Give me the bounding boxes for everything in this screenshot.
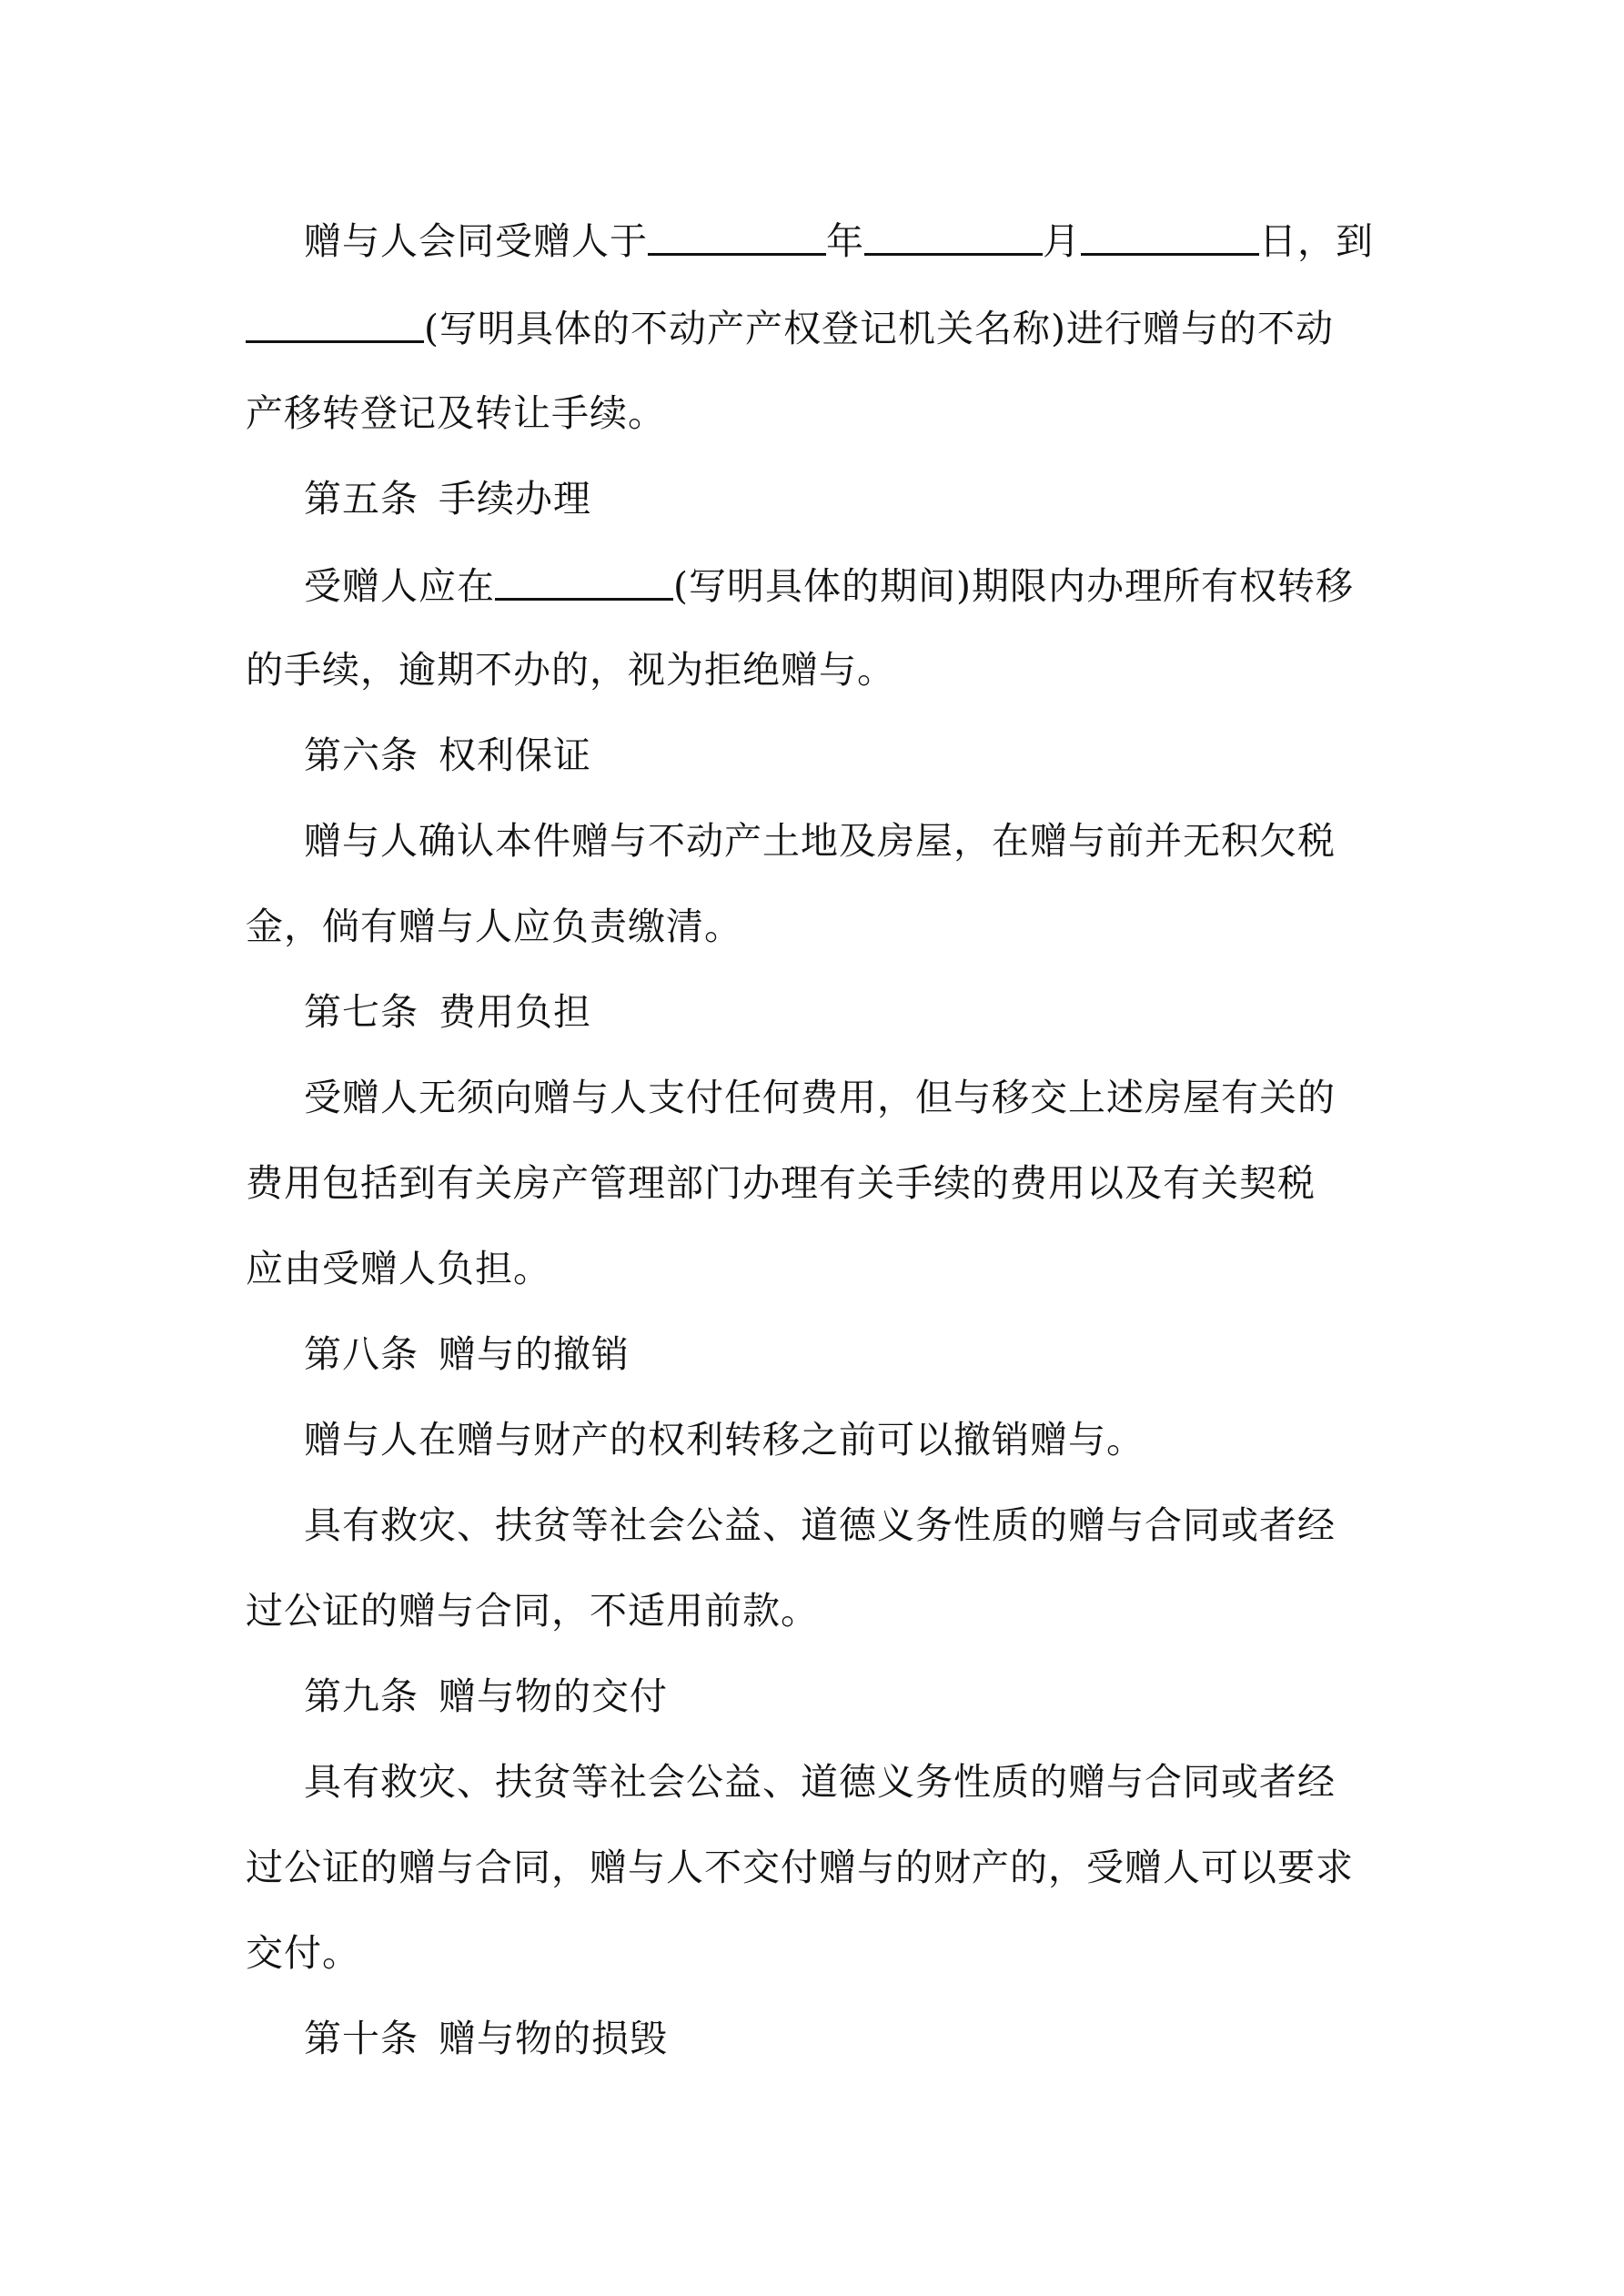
article-number: 第六条: [304, 733, 419, 777]
article-number: 第五条: [304, 477, 419, 521]
article-heading: [304, 476, 591, 521]
article-heading: [304, 1674, 668, 1719]
registry-authority-blank[interactable]: [246, 304, 424, 343]
paragraph-line: 应由受赠人负担。: [246, 1247, 551, 1290]
text: 日，到: [1259, 219, 1374, 263]
article-heading: [304, 989, 591, 1035]
date-month-blank[interactable]: [864, 217, 1043, 256]
paragraph-line: 的手续，逾期不办的，视为拒绝赠与。: [246, 648, 895, 692]
article-number: 第九条: [304, 1674, 419, 1718]
article-title: 赠与物的损毁: [439, 2017, 668, 2060]
paragraph-line: 具有救灾、扶贫等社会公益、道德义务性质的赠与合同或者经: [304, 1760, 1336, 1804]
article-title: 费用负担: [439, 990, 591, 1034]
paragraph-line: [304, 561, 1354, 607]
article-number: 第七条: [304, 990, 419, 1034]
paragraph-line: 具有救灾、扶贫等社会公益、道德义务性质的赠与合同或者经: [304, 1503, 1336, 1547]
article-title: 赠与的撤销: [439, 1332, 630, 1376]
text: (写明具体的不动产产权登记机关名称)进行赠与的不动: [424, 307, 1334, 350]
paragraph-line: 费用包括到有关房产管理部门办理有关手续的费用以及有关契税: [246, 1161, 1316, 1205]
article-title: 赠与物的交付: [439, 1674, 668, 1718]
paragraph-line: 过公证的赠与合同，赠与人不交付赠与的财产的，受赠人可以要求: [246, 1846, 1354, 1889]
date-day-blank[interactable]: [1081, 217, 1259, 256]
article-number: 第八条: [304, 1332, 419, 1376]
text: 受赠人应在: [304, 564, 495, 608]
article-title: 权利保证: [439, 733, 591, 777]
article-heading: [304, 1331, 630, 1377]
article-heading: [304, 2016, 668, 2061]
paragraph-line: 金，倘有赠与人应负责缴清。: [246, 905, 742, 948]
paragraph-line: [304, 217, 1374, 262]
article-heading: [304, 733, 591, 778]
paragraph-line: 赠与人确认本件赠与不动产土地及房屋，在赠与前并无积欠税: [304, 819, 1336, 863]
text: (写明具体的期间)期限内办理所有权转移: [673, 564, 1354, 608]
text: 年: [826, 219, 864, 263]
period-blank[interactable]: [495, 561, 673, 601]
paragraph-line: 赠与人在赠与财产的权利转移之前可以撤销赠与。: [304, 1418, 1145, 1462]
article-title: 手续办理: [439, 477, 591, 521]
text: 月: [1043, 219, 1081, 263]
paragraph-line: [246, 304, 1334, 349]
paragraph-line: 交付。: [246, 1931, 360, 1975]
paragraph-line: 受赠人无须向赠与人支付任何费用，但与移交上述房屋有关的: [304, 1076, 1336, 1119]
paragraph-line: 过公证的赠与合同，不适用前款。: [246, 1589, 819, 1633]
paragraph-line: 产移转登记及转让手续。: [246, 391, 666, 435]
article-number: 第十条: [304, 2017, 419, 2060]
date-year-blank[interactable]: [648, 217, 826, 256]
text: 赠与人会同受赠人于: [304, 219, 648, 263]
